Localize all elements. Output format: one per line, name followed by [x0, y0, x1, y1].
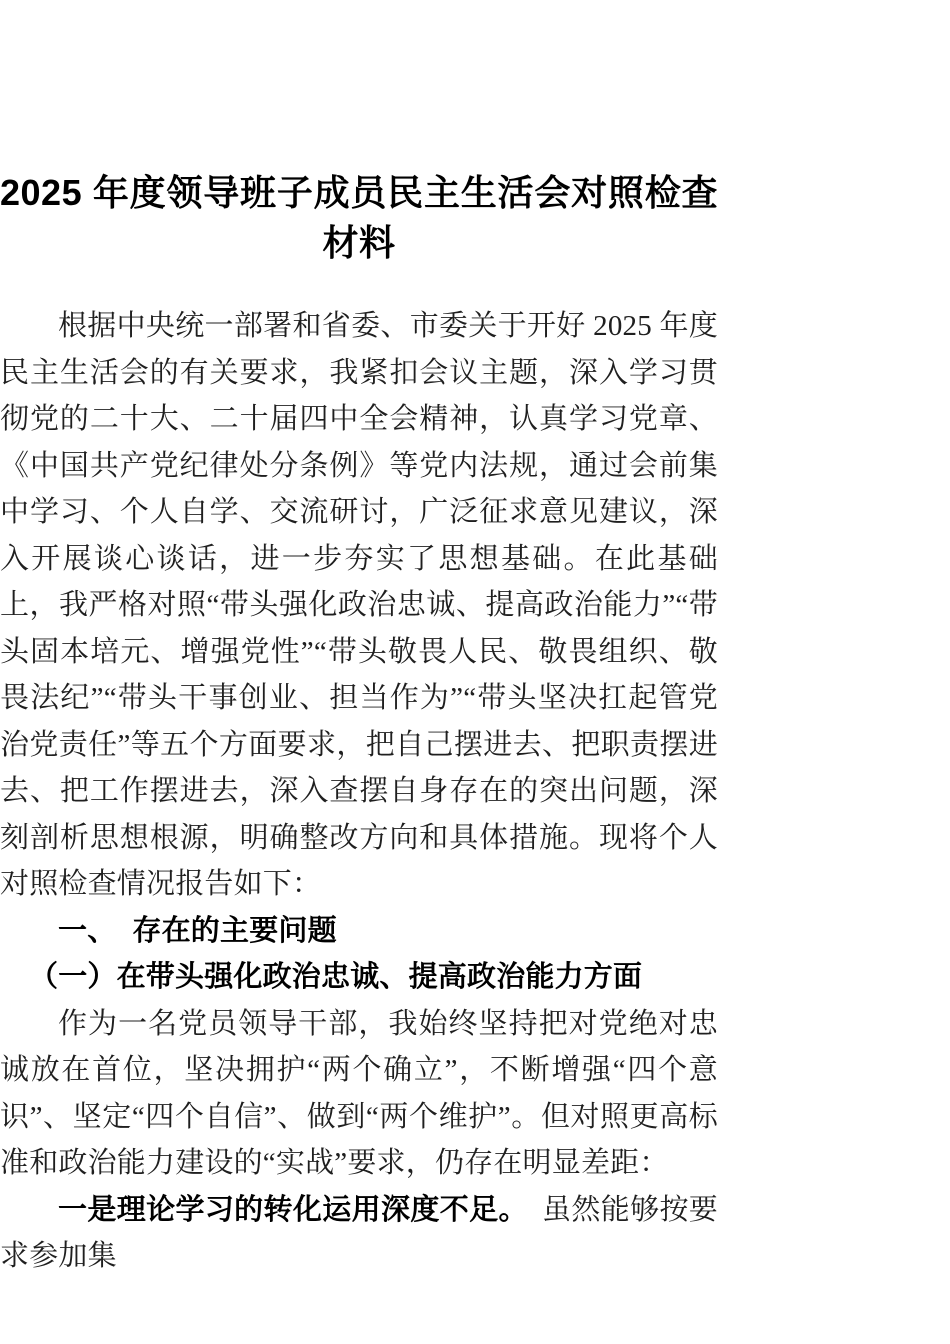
subsection-heading-political-loyalty: [0, 954, 718, 1001]
page-title-line-2: 材料: [322, 222, 396, 263]
paragraph-political-loyalty-overview: 作为一名党员领导干部，我始终坚持把对党绝对忠诚放在首位，坚决拥护“两个确立”，不断增强“四个意识”、坚定“四个自信”、做到“两个维护”。但对照更高标准和政治能力建设的“实战”要求，仍存在明显差距：: [0, 1007, 718, 1179]
document-body: [0, 303, 718, 1280]
section-heading-number: 一、: [58, 914, 117, 947]
page-title-line-1: 2025 年度领导班子成员民主生活会对照检查: [0, 172, 718, 213]
point-one-body-text: 虽然能够按要求参加集: [0, 1193, 719, 1272]
paragraph-introduction: 根据中央统一部署和省委、市委关于开好 2025 年度民主生活会的有关要求，我紧扣会议主题，深入学习贯彻党的二十大、二十届四中全会精神，认真学习党章、《中国共产党纪律处分条例》等党内法规，通过会前集中学习、个人自学、交流研讨，广泛征求意见建议，深入开展谈心谈话，进一步夯实了思想基础。在此基础上，我严格对照“带头强化政治忠诚、提高政治能力”“带头固本培元、增强党性”“带头敬畏人民、敬畏组织、敬畏法纪”“带头干事创业、担当作为”“带头坚决扛起管党治党责任”等五个方面要求，把自己摆进去、把职责摆进去、把工作摆进去，深入查摆自身存在的突出问题，深刻剖析思想根源，明确整改方向和具体措施。现将个人对照检查情况报告如下：: [0, 310, 718, 900]
point-one-lead-label: 一是理论学习的转化运用深度不足。: [58, 1193, 528, 1226]
section-heading-main-problems: [0, 908, 718, 955]
subsection-heading-label: 在带头强化政治忠诚、提高政治能力方面: [116, 961, 643, 993]
page-title: [0, 168, 718, 268]
paragraph-point-one: [0, 1187, 718, 1280]
subsection-heading-number: （一）: [29, 961, 117, 993]
section-heading-label: 存在的主要问题: [132, 914, 337, 947]
